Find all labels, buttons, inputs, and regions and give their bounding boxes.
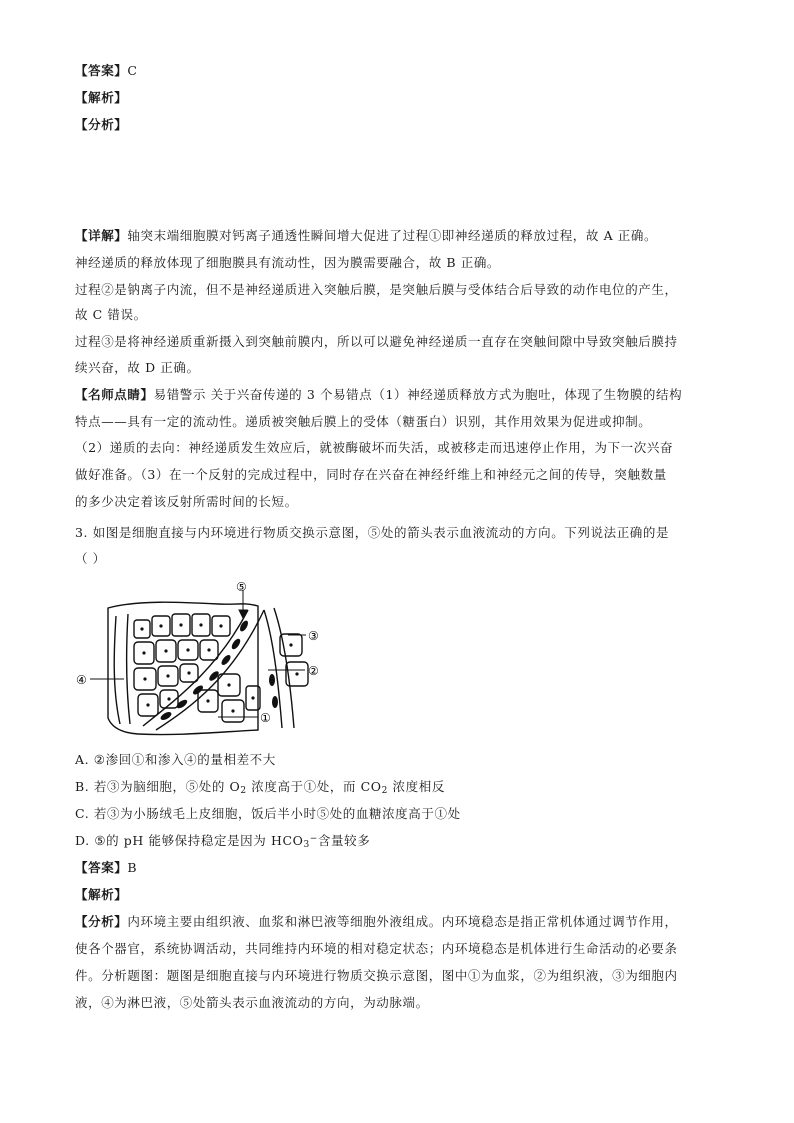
red-blood-cell (238, 619, 249, 632)
option-d: D. ⑤的 pH 能够保持稳定是因为 $HCO_3^-$含量较多 (75, 833, 371, 850)
answer-value: B (127, 860, 138, 875)
detail-line: 过程③是将神经递质重新摄入到突触前膜内，所以可以避免神经递质一直存在突触间隙中导致突触后膜持 (75, 334, 678, 349)
tissue-wall (274, 608, 294, 728)
tip-line: 特点——具有一定的流动性。递质被突触后膜上的受体（糖蛋白）识别，其作用效果为促进或抑制。 (75, 414, 652, 429)
analysis-tag-1: 【解析】 (75, 90, 128, 105)
analysis-tag-2: 【解析】 (75, 887, 128, 902)
detail-line: 【详解】轴突末端细胞膜对钙离子通透性瞬间增大促进了过程①即神经递质的释放过程，故 A 正确。 (75, 228, 658, 243)
label-4: ④ (76, 673, 87, 687)
option-c: C. 若③为小肠绒毛上皮细胞，饭后半小时⑤处的血糖浓度高于①处 (75, 806, 461, 821)
tip-line: 做好准备。（3）在一个反射的完成过程中，同时存在兴奋在神经纤维上和神经元之间的传导，突触数量 (75, 467, 667, 482)
question-stem-bracket: （ ） (75, 551, 106, 566)
fenxi-line: 【分析】内环境主要由组织液、血浆和淋巴液等细胞外液组成。内环境稳态是指正常机体通过调节作用， (75, 914, 678, 929)
fenxi-line: 使各个器官，系统协调活动，共同维持内环境的相对稳定状态；内环境稳态是机体进行生命活动的必要条 (75, 941, 678, 956)
answer-tag: 【答案】 (75, 63, 128, 78)
question-stem: 3. 如图是细胞直接与内环境进行物质交换示意图，⑤处的箭头表示血液流动的方向。下列说法正确的是 (75, 525, 670, 540)
tip-tag: 【名师点睛】 (75, 387, 154, 402)
detail-line: 神经递质的释放体现了细胞膜具有流动性，因为膜需要融合，故 B 正确。 (75, 255, 501, 270)
tip-line: 的多少决定着该反射所需时间的长短。 (75, 494, 298, 509)
red-blood-cell (230, 637, 242, 650)
label-2: ② (308, 664, 319, 678)
fenxi-tag-2: 【分析】 (75, 914, 128, 929)
cell-exchange-diagram (68, 578, 338, 738)
option-a: A. ②渗回①和渗入④的量相差不大 (75, 752, 276, 767)
red-blood-cell (272, 696, 278, 708)
lymph-vessel-wall (127, 614, 130, 724)
answer-line-2 (75, 860, 137, 876)
detail-line: 过程②是钠离子内流，但不是神经递质进入突触后膜，是突触后膜与受体结合后导致的动作电位的产生， (75, 282, 678, 297)
lymph-vessel-wall (114, 616, 120, 724)
option-b: B. 若③为脑细胞，⑤处的 $O_2$ 浓度高于①处，而 $CO_2$ 浓度相反 (75, 779, 445, 796)
tip-line: 【名师点睛】易错警示 关于兴奋传递的 3 个易错点（1）神经递质释放方式为胞吐，体现了生物膜的结构 (75, 387, 683, 402)
label-5: ⑤ (236, 580, 247, 594)
answer-value: C (127, 63, 138, 78)
label-3: ③ (308, 629, 319, 643)
tissue-outline (108, 602, 258, 734)
fenxi-line: 件。分析题图：题图是细胞直接与内环境进行物质交换示意图，图中①为血浆，②为组织液，③为细胞内 (75, 968, 678, 983)
detail-tag: 【详解】 (75, 228, 128, 243)
detail-line: 故 C 错误。 (75, 307, 147, 322)
fenxi-line: 液，④为淋巴液，⑤处箭头表示血液流动的方向，为动脉端。 (75, 995, 429, 1010)
label-1: ① (260, 711, 271, 725)
fenxi-tag-1: 【分析】 (75, 117, 128, 132)
answer-tag: 【答案】 (75, 860, 128, 875)
detail-line: 续兴奋，故 D 正确。 (75, 360, 200, 375)
answer-line-1 (75, 63, 138, 79)
tip-line: （2）递质的去向：神经递质发生效应后，就被酶破坏而失活，或被移走而迅速停止作用，为下一次兴奋 (75, 440, 674, 455)
red-blood-cell (269, 674, 275, 686)
